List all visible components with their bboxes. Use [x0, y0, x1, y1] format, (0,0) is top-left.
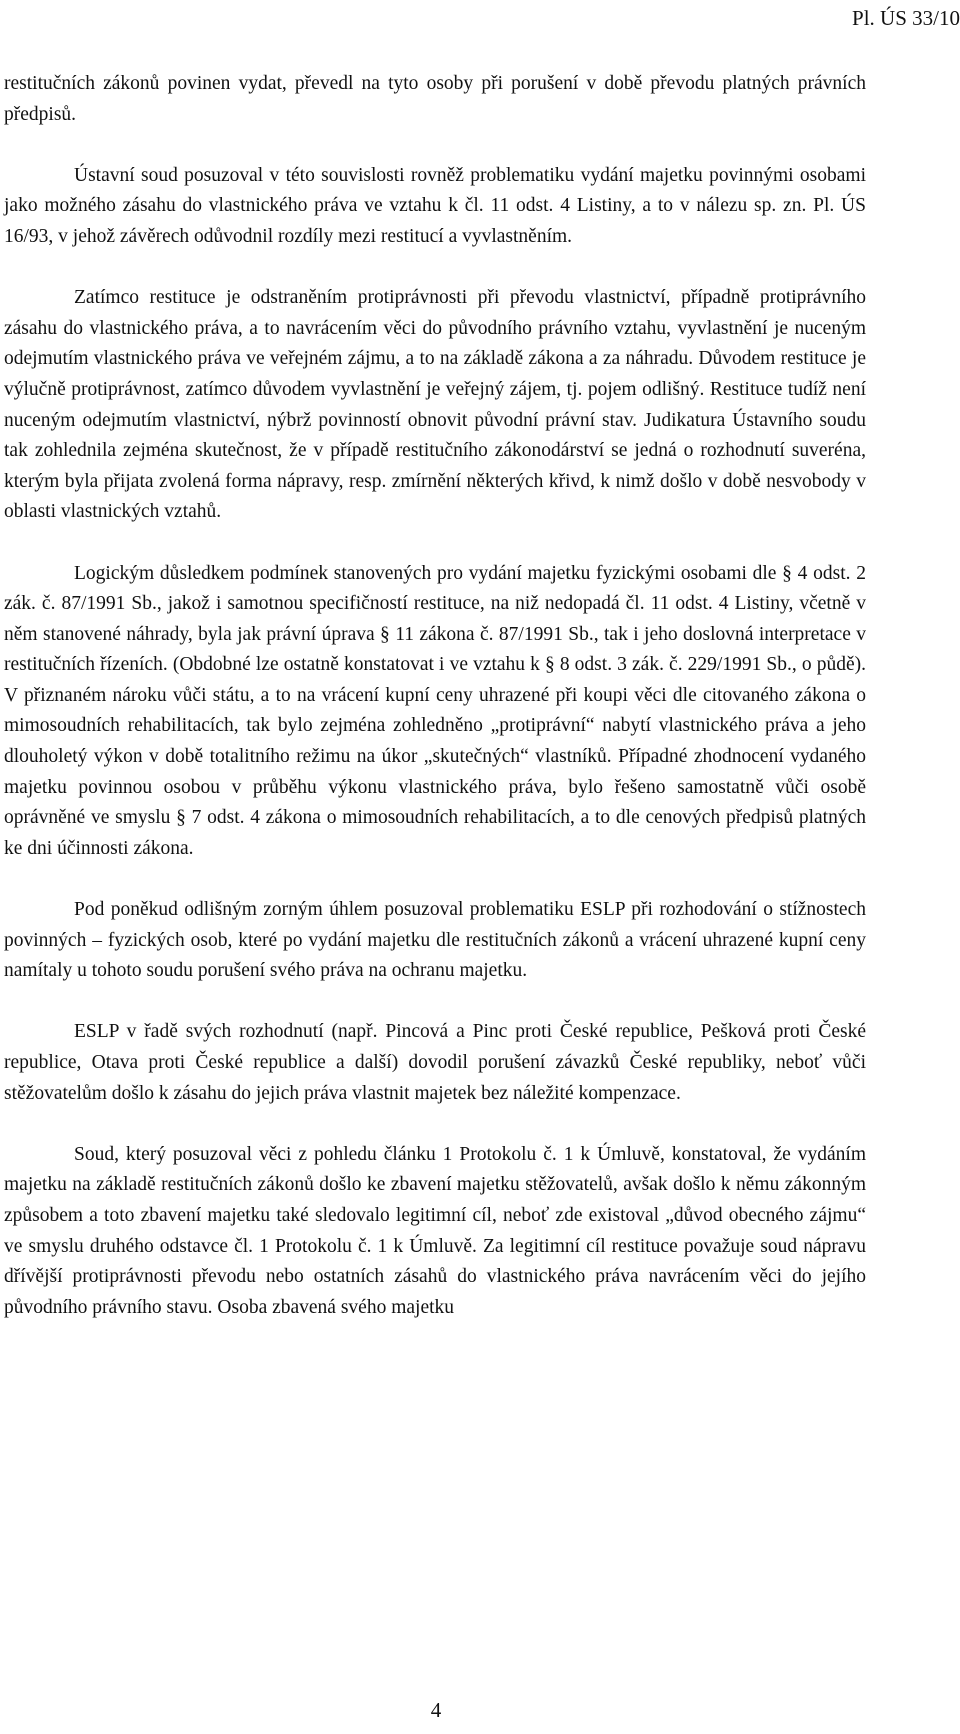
paragraph: Pod poněkud odlišným zorným úhlem posuzoval problematiku ESLP při rozhodování o stížnostech povinných – fyzických osob, které po vydání majetku dle restitučních zákonů a vrácení uhrazené kupní ceny namítaly u tohoto soudu porušení svého práva na ochranu majetku.	[4, 899, 866, 982]
page-number: 4	[430, 1698, 442, 1722]
paragraph: Zatímco restituce je odstraněním protiprávnosti při převodu vlastnictví, případně protiprávního zásahu do vlastnického práva, a to navrácením věci do původního právního vztahu, vyvlastnění je nuceným odejmutím vlastnického práva ve veřejném zájmu, a to na základě zákona a za náhradu. Důvodem restituce je výlučně protiprávnost, zatímco důvodem vyvlastnění je veřejný zájem, tj. pojem odlišný. Restituce tudíž není nuceným odejmutím vlastnictví, nýbrž povinností obnovit původní právní stav. Judikatura Ústavního soudu tak zohlednila zejména skutečnost, že v případě restitučního zákonodárství se jedná o rozhodnutí suveréna, kterým byla přijata zvolená forma nápravy, resp. zmírnění některých křivd, k nimž došlo v době nesvobody v oblasti vlastnických vztahů.	[4, 287, 866, 523]
paragraph: Soud, který posuzoval věci z pohledu článku 1 Protokolu č. 1 k Úmluvě, konstatoval, že vydáním majetku na základě restitučních zákonů došlo ke zbavení majetku stěžovatelů, avšak došlo k němu zákonným způsobem a toto zbavení majetku také sledovalo legitimní cíl, neboť zde existoval „důvod obecného zájmu“ ve smyslu druhého odstavce čl. 1 Protokolu č. 1 k Úmluvě. Za legitimní cíl restituce považuje soud nápravu dřívější protiprávnosti převodu nebo ostatních zásahů do vlastnického práva navrácením věci do jejího původního právního stavu. Osoba zbavená svého majetku	[4, 1143, 866, 1318]
paragraph: Logickým důsledkem podmínek stanovených pro vydání majetku fyzickými osobami dle § 4 odst. 2 zák. č. 87/1991 Sb., jakož i samotnou specifičností restituce, na niž nedopadá čl. 11 odst. 4 Listiny, včetně v něm stanovené náhrady, byla jak právní úprava § 11 zákona č. 87/1991 Sb., tak i jeho doslovná interpretace v restitučních řízeních. (Obdobné lze ostatně konstatovat i ve vztahu k § 8 odst. 3 zák. č. 229/1991 Sb., o půdě). V přiznaném nároku vůči státu, a to na vrácení kupní ceny uhrazené při koupi věci dle citovaného zákona o mimosoudních rehabilitacích, tak bylo zejména zohledněno „protiprávní“ nabytí vlastnického práva a jeho dlouholetý výkon v době totalitního režimu na úkor „skutečných“ vlastníků. Případné zhodnocení vydaného majetku povinnou osobou v průběhu výkonu vlastnického práva, bylo řešeno samostatně vůči osobě oprávněné ve smyslu § 7 odst. 4 zákona o mimosoudních rehabilitacích, a to dle cenových předpisů platných ke dni účinnosti zákona.	[4, 562, 866, 859]
paragraph: ESLP v řadě svých rozhodnutí (např. Pincová a Pinc proti České republice, Pešková proti České republice, Otava proti České republice a další) dovodil porušení závazků České republiky, neboť vůči stěžovatelům došlo k zásahu do jejich práva vlastnit majetek bez náležité kompenzace.	[4, 1021, 866, 1104]
paragraph-continuation: restitučních zákonů povinen vydat, převedl na tyto osoby při porušení v době převodu platných právních předpisů.	[4, 73, 866, 125]
document-body	[4, 69, 866, 1354]
paragraph: Ústavní soud posuzoval v této souvislosti rovněž problematiku vydání majetku povinnými osobami jako možného zásahu do vlastnického práva ve vztahu k čl. 11 odst. 4 Listiny, a to v nálezu sp. zn. Pl. ÚS 16/93, v jehož závěrech odůvodnil rozdíly mezi restitucí a vyvlastněním.	[4, 164, 866, 247]
case-reference-header: Pl. ÚS 33/10	[852, 6, 960, 30]
